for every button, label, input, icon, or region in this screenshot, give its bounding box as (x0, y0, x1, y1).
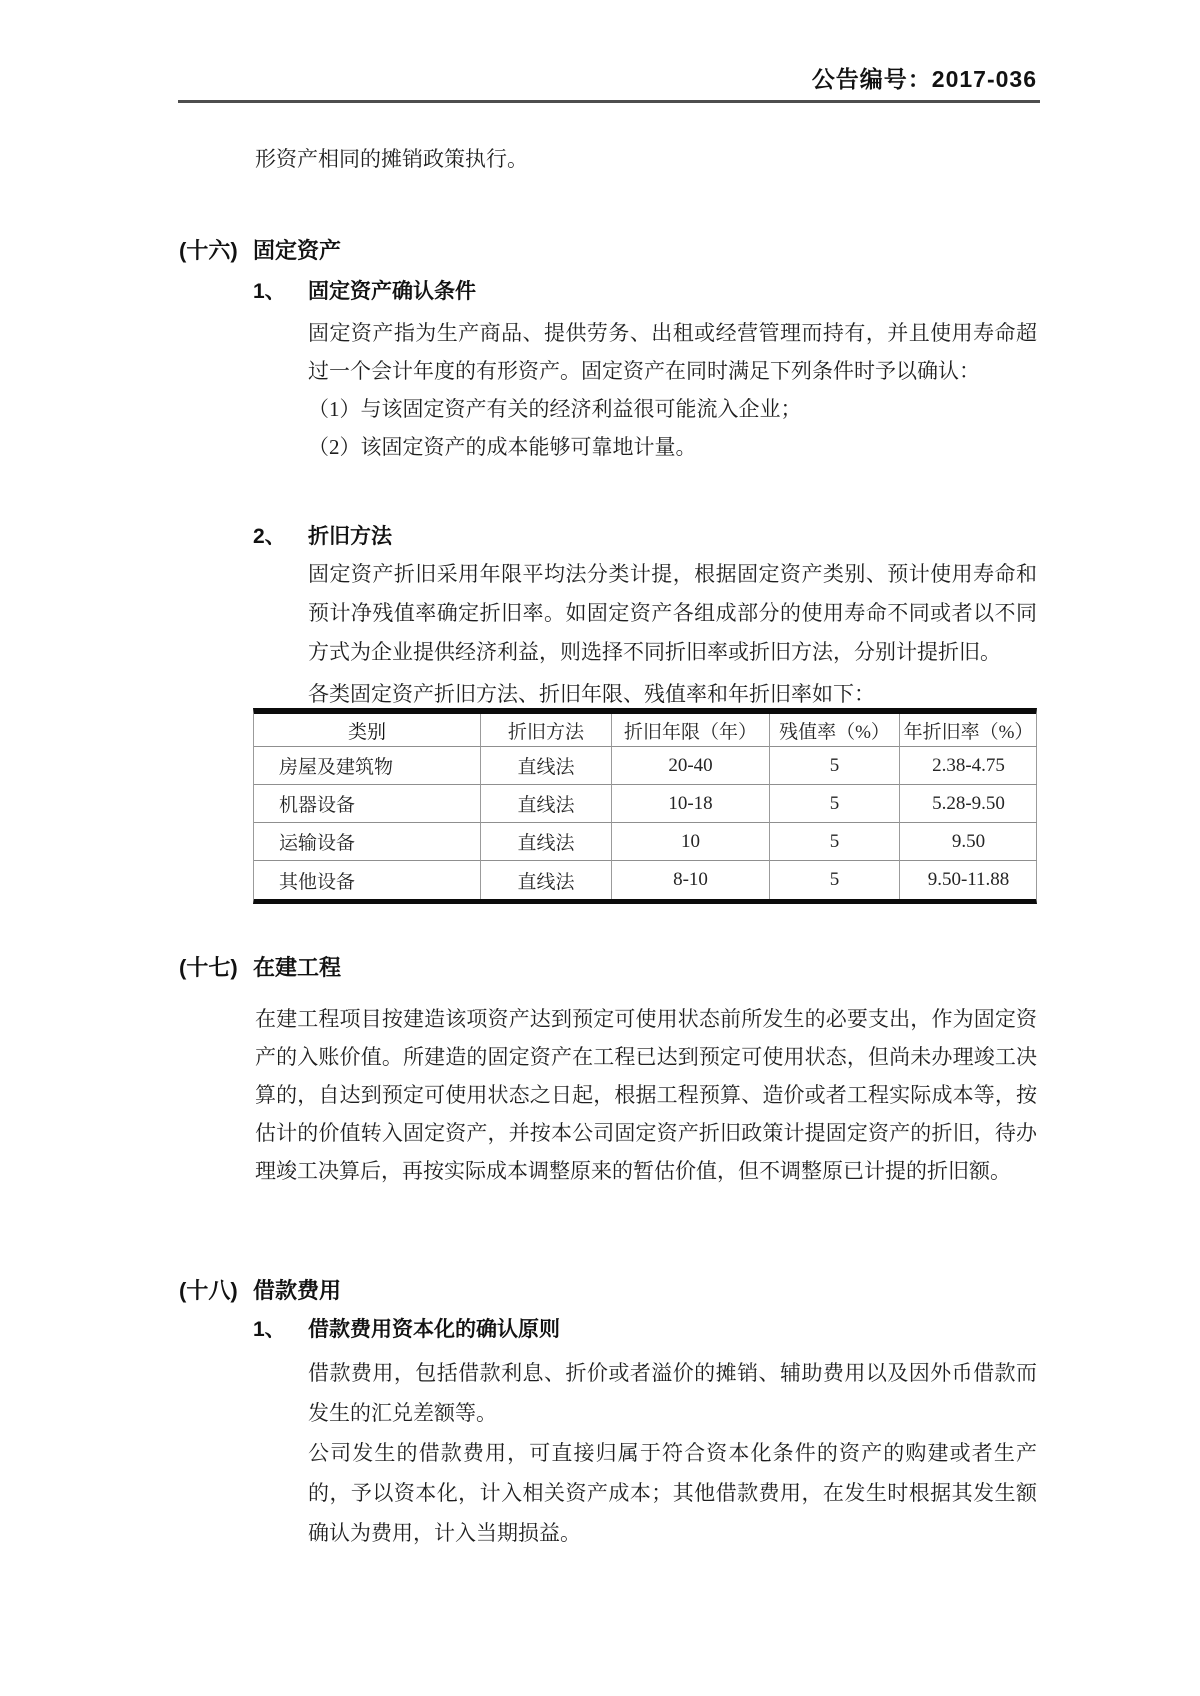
table-cell: 房屋及建筑物 (254, 747, 481, 785)
col-header-annual-rate: 年折旧率（%） (900, 714, 1037, 747)
table-cell: 9.50-11.88 (927, 869, 1010, 890)
table-cell: 直线法 (481, 861, 612, 899)
intro-paragraph: 形资产相同的摊销政策执行。 (255, 147, 528, 171)
table-cell: 2.38-4.75 (900, 747, 1037, 785)
subsection-18-1-body (308, 1353, 1037, 1553)
col-header-residual-rate: 残值率（%） (770, 714, 900, 747)
table-cell: 9.50 (900, 823, 1037, 861)
table-cell: 5.28-9.50 (900, 785, 1037, 823)
col-header-category: 类别 (254, 714, 481, 747)
subsection-16-1-heading (253, 279, 476, 305)
table-cell: 直线法 (481, 823, 612, 861)
subsection-16-2-body (308, 555, 1037, 672)
section-18-heading (179, 1278, 341, 1304)
recognition-condition-2: （2）该固定资产的成本能够可靠地计量。 (308, 435, 697, 459)
table-cell: 5 (770, 823, 900, 861)
table-header-row (254, 714, 1036, 747)
subsection-16-1-title: 固定资产确认条件 (308, 280, 476, 303)
table-cell: 运输设备 (254, 823, 481, 861)
table-cell: 10-18 (612, 785, 770, 823)
subsection-16-2-heading (253, 524, 392, 550)
table-cell: 20-40 (612, 747, 770, 785)
subsection-18-1-title: 借款费用资本化的确认原则 (308, 1318, 560, 1341)
col-header-years: 折旧年限（年） (612, 714, 770, 747)
table-cell: 直线法 (481, 785, 612, 823)
table-row (254, 747, 1036, 785)
depreciation-method-paragraph: 固定资产折旧采用年限平均法分类计提，根据固定资产类别、预计使用寿命和预计净残值率确定折旧率。如固定资产各组成部分的使用寿命不同或者以不同方式为企业提供经济利益，则选择不同折旧率或折旧方法，分别计提折旧。 (308, 562, 1037, 664)
construction-in-progress-paragraph: 在建工程项目按建造该项资产达到预定可使用状态前所发生的必要支出，作为固定资产的入账价值。所建造的固定资产在工程已达到预定可使用状态，但尚未办理竣工决算的，自达到预定可使用状态之日起，根据工程预算、造价或者工程实际成本等，按估计的价值转入固定资产，并按本公司固定资产折旧政策计提固定资产的折旧，待办理竣工决算后，再按实际成本调整原来的暂估价值，但不调整原已计提的折旧额。 (255, 1007, 1037, 1183)
section-16-label: (十六) (179, 238, 238, 263)
subsection-16-1-body (308, 314, 1037, 466)
borrowing-costs-paragraph-2: 公司发生的借款费用，可直接归属于符合资本化条件的资产的购建或者生产的，予以资本化，计入相关资产成本；其他借款费用，在发生时根据其发生额确认为费用，计入当期损益。 (308, 1441, 1037, 1545)
header-rule (178, 100, 1040, 103)
section-18-title: 借款费用 (253, 1278, 342, 1303)
table-cell: 直线法 (481, 747, 612, 785)
recognition-condition-1: （1）与该固定资产有关的经济利益很可能流入企业； (308, 397, 802, 421)
table-cell: 机器设备 (254, 785, 481, 823)
subsection-18-1-heading (253, 1317, 560, 1343)
section-18-label: (十八) (179, 1278, 238, 1303)
table-cell: 5 (770, 747, 900, 785)
table-row (254, 823, 1036, 861)
subsection-16-2-title: 折旧方法 (308, 525, 392, 548)
table-cell: 其他设备 (254, 861, 481, 899)
col-header-method: 折旧方法 (481, 714, 612, 747)
table-cell: 5 (770, 785, 900, 823)
section-17-heading (179, 955, 341, 981)
section-17-label: (十七) (179, 955, 238, 980)
table-intro-line: 各类固定资产折旧方法、折旧年限、残值率和年折旧率如下： (308, 682, 875, 706)
table-cell: 5 (770, 861, 900, 899)
table-cell: 8-10 (612, 861, 770, 899)
depreciation-table (253, 708, 1037, 904)
table-row (254, 785, 1036, 823)
subsection-16-2-number: 2、 (253, 525, 286, 548)
fixed-asset-recognition-paragraph: 固定资产指为生产商品、提供劳务、出租或经营管理而持有，并且使用寿命超过一个会计年度的有形资产。固定资产在同时满足下列条件时予以确认： (308, 321, 1037, 383)
announcement-number: 公告编号：2017-036 (811, 66, 1037, 92)
section-17-title: 在建工程 (253, 955, 342, 980)
subsection-18-1-number: 1、 (253, 1318, 286, 1341)
table-cell: 10 (612, 823, 770, 861)
table-row (254, 861, 1036, 899)
section-16-heading (179, 238, 341, 264)
borrowing-costs-paragraph-1: 借款费用，包括借款利息、折价或者溢价的摊销、辅助费用以及因外币借款而发生的汇兑差额等。 (308, 1361, 1037, 1425)
section-16-title: 固定资产 (253, 238, 342, 263)
subsection-16-1-number: 1、 (253, 280, 286, 303)
